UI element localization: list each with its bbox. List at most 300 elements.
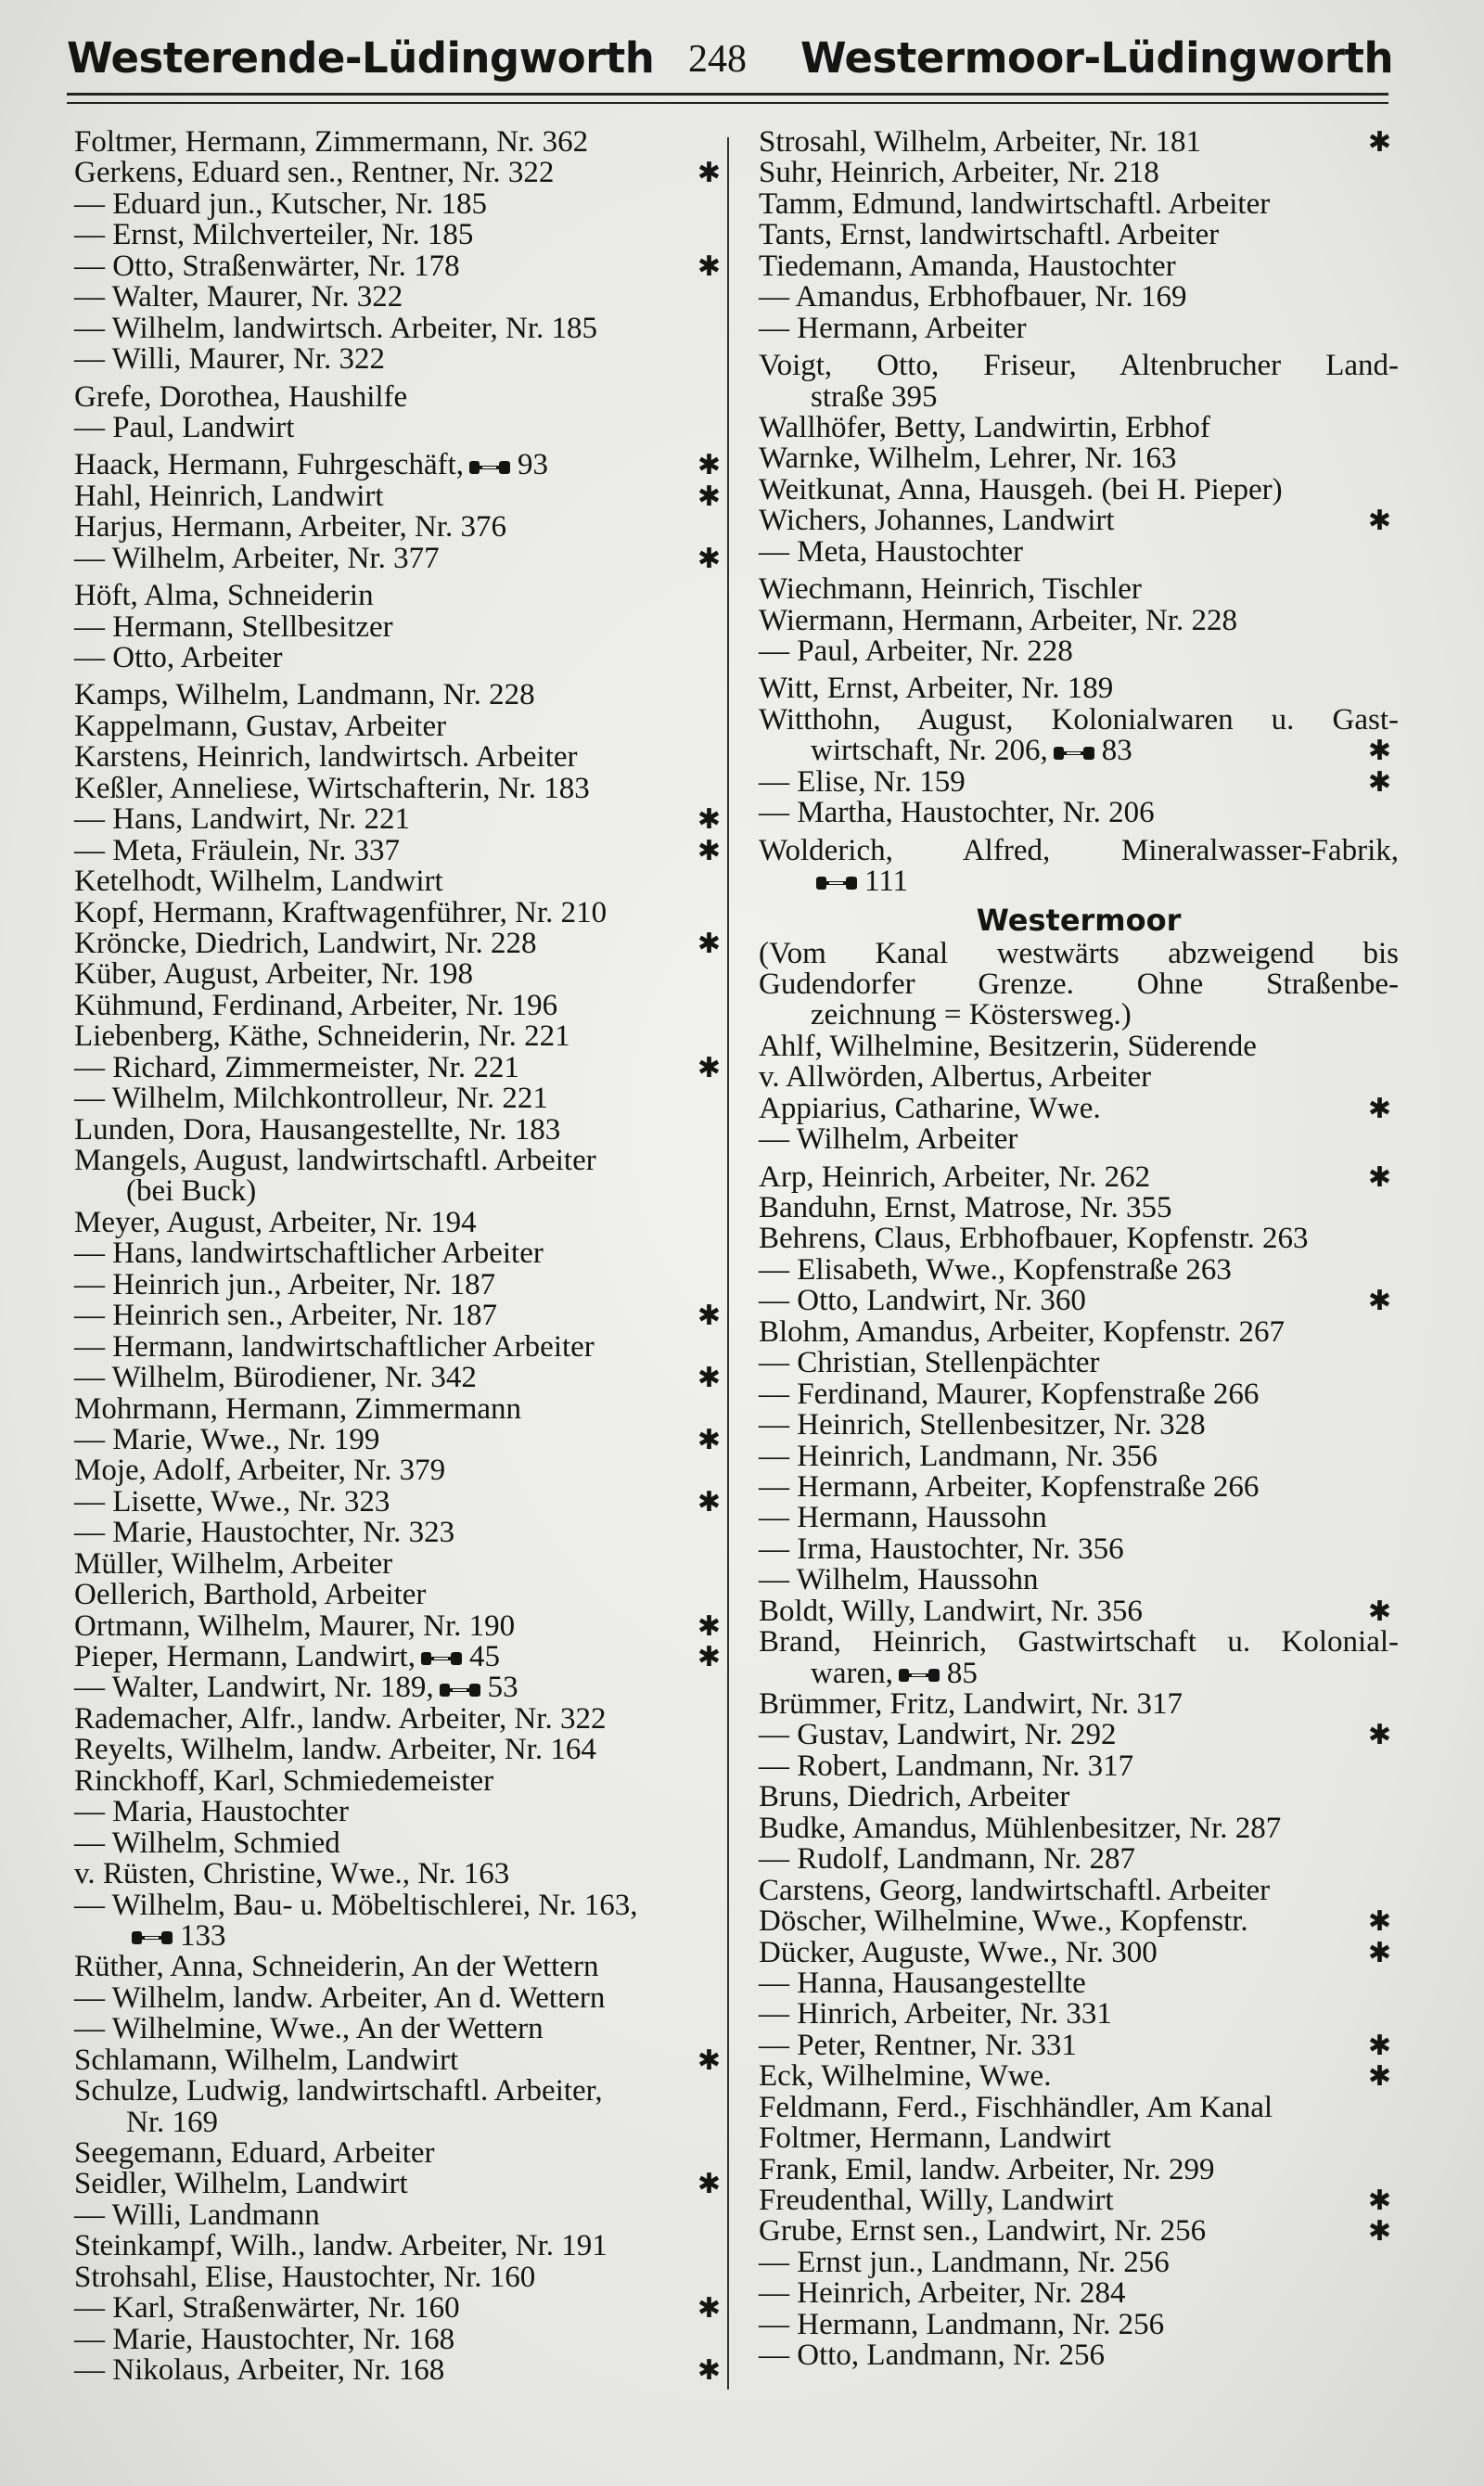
directory-entry xyxy=(759,1091,1399,1125)
directory-entry xyxy=(74,1112,728,1147)
entry-text: — Heinrich, Arbeiter, Nr. 284 xyxy=(759,2276,1126,2311)
entry-text: Freudenthal, Willy, Landwirt xyxy=(759,2184,1114,2217)
entry-text: Döscher, Wilhelmine, Wwe., Kopfenstr. xyxy=(759,1904,1248,1939)
entry-text: — Hermann, Haussohn xyxy=(759,1501,1047,1535)
directory-entry xyxy=(74,2105,728,2139)
directory-entry xyxy=(74,410,728,444)
entry-text: Wiechmann, Heinrich, Tischler xyxy=(759,572,1142,607)
entry-text: — Christian, Stellenpächter xyxy=(759,1346,1100,1380)
entry-text: Grube, Ernst sen., Landwirt, Nr. 256 xyxy=(759,2214,1207,2249)
entry-text: Appiarius, Catharine, Wwe. xyxy=(759,1091,1101,1125)
entry-text: — Walter, Maurer, Nr. 322 xyxy=(74,280,403,314)
entry-text: Moje, Adolf, Arbeiter, Nr. 379 xyxy=(74,1454,446,1488)
telephone-handset-icon xyxy=(467,460,514,475)
directory-entry xyxy=(759,2123,1399,2154)
directory-entry xyxy=(759,282,1399,313)
directory-entry xyxy=(759,1656,1399,1690)
directory-entry xyxy=(74,2262,728,2293)
entry-text: Rüther, Anna, Schneiderin, An der Wettern xyxy=(74,1950,599,1984)
entry-text: Carstens, Georg, landwirtschaftl. Arbeiter xyxy=(759,1873,1271,1907)
directory-entry xyxy=(74,1083,728,1114)
entry-text: Ketelhodt, Wilhelm, Landwirt xyxy=(74,865,443,899)
entry-text: — Wilhelm, Bau- u. Möbeltischlerei, Nr. 163, xyxy=(74,1888,638,1922)
entry-text: — Elise, Nr. 159 xyxy=(759,764,966,799)
directory-entry xyxy=(759,1689,1399,1720)
entry-text: — Hermann, Stellbesitzer xyxy=(74,609,393,644)
entry-text: — Willi, Landmann xyxy=(74,2198,320,2232)
entry-text: Voigt, Otto, Friseur, Altenbrucher Land- xyxy=(759,349,1399,383)
left-column xyxy=(74,127,728,2387)
directory-entry xyxy=(759,673,1399,704)
entry-text: Höft, Alma, Schneiderin xyxy=(74,579,374,613)
entry-text: Nr. 169 xyxy=(126,2105,218,2139)
directory-entry xyxy=(74,895,728,929)
telephone-handset-icon xyxy=(897,1668,943,1683)
directory-entry xyxy=(74,1329,728,1364)
directory-entry xyxy=(74,1205,728,1239)
directory-entry xyxy=(759,1935,1399,1969)
entry-text: — Wilhelm, Haussohn xyxy=(759,1563,1039,1597)
directory-entry xyxy=(74,926,728,960)
directory-entry xyxy=(759,1873,1399,1907)
entry-text: — Paul, Arbeiter, Nr. 228 xyxy=(759,634,1073,668)
directory-entry xyxy=(74,127,728,158)
entry-text: — Meta, Fräulein, Nr. 337 xyxy=(74,833,401,867)
directory-entry xyxy=(759,1379,1399,1410)
directory-entry xyxy=(759,2307,1399,2341)
entry-text: Blohm, Amandus, Arbeiter, Kopfenstr. 267 xyxy=(759,1314,1285,1349)
directory-entry xyxy=(74,1238,728,1269)
phone-number: 45 xyxy=(468,1640,500,1673)
directory-entry xyxy=(74,450,728,481)
directory-entry xyxy=(759,443,1399,474)
directory-entry xyxy=(759,1439,1399,1473)
asterisk-star-icon: ✱ xyxy=(697,803,721,837)
page-header xyxy=(67,28,1393,95)
telephone-handset-icon xyxy=(814,876,861,891)
asterisk-star-icon: ✱ xyxy=(697,2044,721,2077)
entry-text: — Hermann, Landmann, Nr. 256 xyxy=(759,2307,1165,2341)
entry-text: Hahl, Heinrich, Landwirt xyxy=(74,479,384,513)
entry-text: Feldmann, Ferd., Fischhändler, Am Kanal xyxy=(759,2090,1273,2124)
entry-text: Gudendorfer Grenze. Ohne Straßenbe- xyxy=(759,967,1399,1001)
phone-number: 85 xyxy=(946,1656,978,1690)
directory-entry xyxy=(759,798,1399,828)
entry-text: — Rudolf, Landmann, Nr. 287 xyxy=(759,1842,1136,1877)
entry-text: v. Rüsten, Christine, Wwe., Nr. 163 xyxy=(74,1857,510,1891)
asterisk-star-icon: ✱ xyxy=(697,480,721,513)
entry-text: — Meta, Haustochter xyxy=(759,534,1023,569)
entry-text: Budke, Amandus, Mühlenbesitzer, Nr. 287 xyxy=(759,1811,1282,1845)
directory-entry xyxy=(74,1735,728,1765)
directory-entry xyxy=(759,1720,1399,1750)
entry-text: — Marie, Haustochter, Nr. 168 xyxy=(74,2322,455,2356)
directory-entry xyxy=(759,534,1399,569)
directory-entry xyxy=(74,2169,728,2199)
directory-entry xyxy=(759,311,1399,345)
directory-entry xyxy=(74,220,728,250)
directory-entry xyxy=(74,186,728,221)
entry-text: — Heinrich, Landmann, Nr. 356 xyxy=(759,1439,1158,1473)
section-heading: Westermoor xyxy=(976,902,1182,938)
asterisk-star-icon: ✱ xyxy=(697,927,721,960)
directory-entry xyxy=(74,2200,728,2231)
directory-entry xyxy=(759,1813,1399,1844)
directory-entry xyxy=(759,1410,1399,1441)
entry-text: — Amandus, Erbhofbauer, Nr. 169 xyxy=(759,280,1187,314)
phone-number: 111 xyxy=(864,865,909,899)
entry-text: Schulze, Ludwig, landwirtschaftl. Arbeiter, xyxy=(74,2074,603,2108)
directory-entry xyxy=(74,1642,728,1672)
directory-entry xyxy=(759,1286,1399,1316)
directory-entry xyxy=(759,1751,1399,1782)
entry-text: — Lisette, Wwe., Nr. 323 xyxy=(74,1484,390,1519)
entry-text: Seidler, Wilhelm, Landwirt xyxy=(74,2167,408,2201)
entry-text: Rinckhoff, Karl, Schmiedemeister xyxy=(74,1763,494,1798)
asterisk-star-icon: ✱ xyxy=(1367,2215,1391,2249)
entry-text: Rademacher, Alfr., landw. Arbeiter, Nr. 322 xyxy=(74,1701,607,1736)
directory-entry xyxy=(74,1828,728,1859)
entry-text: — Marie, Haustochter, Nr. 323 xyxy=(74,1516,455,1550)
entry-text: Frank, Emil, landw. Arbeiter, Nr. 299 xyxy=(759,2152,1215,2186)
entry-text: Schlamann, Wilhelm, Landwirt xyxy=(74,2043,459,2077)
directory-entry xyxy=(759,506,1399,536)
phone-number: 53 xyxy=(487,1671,518,1705)
entry-text: Ortmann, Wilhelm, Maurer, Nr. 190 xyxy=(74,1608,516,1643)
entry-text: straße 395 xyxy=(811,379,938,414)
asterisk-star-icon: ✱ xyxy=(1367,1092,1391,1125)
directory-entry xyxy=(759,603,1399,637)
directory-entry xyxy=(74,2293,728,2324)
directory-entry xyxy=(74,344,728,375)
directory-entry xyxy=(74,2355,728,2386)
directory-entry xyxy=(74,1763,728,1798)
directory-entry xyxy=(74,158,728,188)
directory-entry xyxy=(759,1469,1399,1504)
directory-entry xyxy=(759,379,1399,414)
asterisk-star-icon: ✱ xyxy=(1367,2029,1391,2062)
entry-text: Steinkampf, Wilh., landw. Arbeiter, Nr. 191 xyxy=(74,2229,608,2263)
entry-text: Tants, Ernst, landwirtschaftl. Arbeiter xyxy=(759,218,1220,252)
entry-text: — Otto, Landwirt, Nr. 360 xyxy=(759,1284,1086,1318)
directory-entry xyxy=(74,379,728,414)
directory-entry xyxy=(759,1906,1399,1937)
asterisk-star-icon: ✱ xyxy=(697,1051,721,1084)
directory-entry xyxy=(74,866,728,897)
asterisk-star-icon: ✱ xyxy=(1367,1936,1391,1969)
directory-entry xyxy=(759,158,1399,188)
entry-text: — Richard, Zimmermeister, Nr. 221 xyxy=(74,1050,519,1084)
entry-text: (Vom Kanal westwärts abzweigend bis xyxy=(759,936,1399,970)
directory-entry xyxy=(74,2231,728,2262)
entry-text: — Ferdinand, Maurer, Kopfenstraße 266 xyxy=(759,1377,1260,1411)
entry-text: Tiedemann, Amanda, Haustochter xyxy=(759,249,1176,283)
entry-text: Brand, Heinrich, Gastwirtschaft u. Kolonial- xyxy=(759,1625,1399,1659)
entry-text: — Hermann, Arbeiter xyxy=(759,311,1027,345)
entry-text: Wallhöfer, Betty, Landwirtin, Erbhof xyxy=(759,410,1210,444)
directory-entry xyxy=(759,2090,1399,2124)
directory-entry xyxy=(759,1503,1399,1533)
entry-text: — Hermann, Arbeiter, Kopfenstraße 266 xyxy=(759,1469,1260,1504)
directory-entry xyxy=(759,1844,1399,1875)
entry-text: Behrens, Claus, Erbhofbauer, Kopfenstr. 263 xyxy=(759,1222,1309,1256)
directory-entry xyxy=(759,1968,1399,1999)
entry-text: — Martha, Haustochter, Nr. 206 xyxy=(759,796,1155,830)
entry-text: Mohrmann, Hermann, Zimmermann xyxy=(74,1391,522,1426)
entry-text: — Wilhelmine, Wwe., An der Wettern xyxy=(74,2012,544,2046)
entry-text: — Eduard jun., Kutscher, Nr. 185 xyxy=(74,186,488,221)
entry-text: Wolderich, Alfred, Mineralwasser-Fabrik, xyxy=(759,833,1399,867)
entry-text: Witthohn, August, Kolonialwaren u. Gast- xyxy=(759,702,1399,737)
asterisk-star-icon: ✱ xyxy=(697,157,721,190)
directory-entry xyxy=(74,1363,728,1393)
directory-entry xyxy=(759,2152,1399,2186)
directory-entry xyxy=(759,2028,1399,2062)
entry-text: — Wilhelm, Arbeiter xyxy=(759,1122,1018,1157)
asterisk-star-icon: ✱ xyxy=(697,250,721,283)
asterisk-star-icon: ✱ xyxy=(697,1362,721,1395)
asterisk-star-icon: ✱ xyxy=(697,1300,721,1333)
entry-text: Dücker, Auguste, Wwe., Nr. 300 xyxy=(759,1935,1158,1969)
directory-entry xyxy=(74,1050,728,1084)
directory-entry xyxy=(759,969,1399,1000)
telephone-handset-icon xyxy=(1052,746,1098,761)
directory-entry xyxy=(74,1176,728,1207)
asterisk-star-icon: ✱ xyxy=(1367,765,1391,799)
directory-entry xyxy=(74,2045,728,2076)
asterisk-star-icon: ✱ xyxy=(1367,1160,1391,1194)
entry-text: Karstens, Heinrich, landwirtsch. Arbeiter xyxy=(74,740,578,775)
directory-entry xyxy=(74,1980,728,2015)
entry-text: Pieper, Hermann, Landwirt, xyxy=(74,1640,416,1673)
asterisk-star-icon: ✱ xyxy=(1367,1595,1391,1628)
entry-text: Mangels, August, landwirtschaftl. Arbeiter xyxy=(74,1144,596,1177)
entry-text: — Otto, Straßenwärter, Nr. 178 xyxy=(74,249,460,283)
directory-entry xyxy=(759,1314,1399,1349)
directory-entry xyxy=(74,2076,728,2107)
asterisk-star-icon: ✱ xyxy=(697,1609,721,1643)
telephone-handset-icon xyxy=(419,1651,466,1666)
entry-text: Kamps, Wilhelm, Landmann, Nr. 228 xyxy=(74,678,535,712)
directory-entry xyxy=(74,251,728,282)
directory-entry xyxy=(759,1000,1399,1031)
directory-entry xyxy=(74,771,728,805)
entry-text: Grefe, Dorothea, Haushilfe xyxy=(74,379,408,414)
directory-entry xyxy=(74,512,728,543)
entry-text: — Otto, Landmann, Nr. 256 xyxy=(759,2339,1106,2373)
entry-text: — Heinrich jun., Arbeiter, Nr. 187 xyxy=(74,1267,496,1301)
entry-text: — Wilhelm, Milchkontrolleur, Nr. 221 xyxy=(74,1082,548,1116)
asterisk-star-icon: ✱ xyxy=(697,2354,721,2388)
directory-entry xyxy=(74,1580,728,1610)
entry-text: Kühmund, Ferdinand, Arbeiter, Nr. 196 xyxy=(74,988,558,1022)
header-rule-top xyxy=(67,93,1388,96)
entry-text: Banduhn, Ernst, Matrose, Nr. 355 xyxy=(759,1191,1172,1224)
directory-entry xyxy=(74,1952,728,1982)
entry-text: Strohsahl, Elise, Haustochter, Nr. 160 xyxy=(74,2260,536,2294)
directory-entry xyxy=(759,1124,1399,1155)
directory-entry xyxy=(759,1596,1399,1627)
entry-text: Eck, Wilhelmine, Wwe. xyxy=(759,2059,1052,2094)
asterisk-star-icon: ✱ xyxy=(1367,505,1391,538)
directory-entry xyxy=(759,472,1399,506)
entry-text: — Peter, Rentner, Nr. 331 xyxy=(759,2028,1077,2062)
asterisk-star-icon: ✱ xyxy=(697,2292,721,2326)
phone-number: 133 xyxy=(180,1918,226,1953)
asterisk-star-icon: ✱ xyxy=(1367,1285,1391,1318)
directory-entry xyxy=(74,1455,728,1486)
entry-text: — Marie, Wwe., Nr. 199 xyxy=(74,1422,380,1456)
asterisk-star-icon: ✱ xyxy=(1367,735,1391,768)
directory-entry xyxy=(759,1252,1399,1287)
directory-entry xyxy=(759,1565,1399,1595)
entry-text: Oellerich, Barthold, Arbeiter xyxy=(74,1578,427,1612)
directory-entry xyxy=(74,1797,728,1827)
directory-entry xyxy=(74,581,728,611)
header-rule-bottom xyxy=(67,102,1388,104)
directory-entry xyxy=(759,127,1399,158)
directory-entry xyxy=(74,311,728,345)
directory-entry xyxy=(759,2340,1399,2371)
directory-entry xyxy=(759,1062,1399,1093)
entry-text: wirtschaft, Nr. 206, xyxy=(811,734,1048,768)
entry-text: — Heinrich, Stellenbesitzer, Nr. 328 xyxy=(759,1408,1206,1442)
entry-text: — Hans, Landwirt, Nr. 221 xyxy=(74,802,411,837)
asterisk-star-icon: ✱ xyxy=(1367,126,1391,159)
directory-entry xyxy=(74,1608,728,1643)
directory-entry xyxy=(759,251,1399,282)
directory-entry xyxy=(74,1484,728,1519)
directory-entry xyxy=(74,2322,728,2356)
directory-entry xyxy=(74,1518,728,1548)
directory-entry xyxy=(759,1999,1399,2030)
entry-text: — Walter, Landwirt, Nr. 189, xyxy=(74,1671,434,1705)
directory-entry xyxy=(74,804,728,835)
entry-text: — Ernst jun., Landmann, Nr. 256 xyxy=(759,2245,1170,2279)
entry-text: — Ernst, Milchverteiler, Nr. 185 xyxy=(74,218,474,252)
directory-entry xyxy=(74,609,728,644)
phone-number: 83 xyxy=(1101,734,1132,768)
entry-text: — Robert, Landmann, Nr. 317 xyxy=(759,1749,1134,1783)
entry-text: Reyelts, Wilhelm, landw. Arbeiter, Nr. 164 xyxy=(74,1733,596,1767)
directory-entry xyxy=(759,186,1399,221)
directory-entry xyxy=(74,1918,728,1953)
entry-text: Brümmer, Fritz, Landwirt, Nr. 317 xyxy=(759,1687,1183,1721)
entry-text: — Wilhelm, landw. Arbeiter, An d. Wettern xyxy=(74,1980,606,2015)
directory-entry xyxy=(74,1146,728,1176)
directory-entry xyxy=(759,1348,1399,1378)
telephone-handset-icon xyxy=(438,1683,484,1698)
directory-entry xyxy=(74,541,728,575)
entry-text: Weitkunat, Anna, Hausgeh. (bei H. Pieper) xyxy=(759,472,1283,506)
entry-text: — Hans, landwirtschaftlicher Arbeiter xyxy=(74,1237,544,1271)
entry-text: (bei Buck) xyxy=(126,1174,257,1209)
header-left-title: Westerende-Lüdingworth xyxy=(67,33,655,83)
asterisk-star-icon: ✱ xyxy=(1367,2060,1391,2094)
entry-text: Wichers, Johannes, Landwirt xyxy=(759,504,1115,538)
directory-entry xyxy=(74,1422,728,1456)
asterisk-star-icon: ✱ xyxy=(1367,2185,1391,2217)
directory-entry xyxy=(759,1224,1399,1254)
telephone-handset-icon xyxy=(130,1930,176,1945)
entry-text: Gerkens, Eduard sen., Rentner, Nr. 322 xyxy=(74,156,555,190)
entry-text: — Wilhelm, Bürodiener, Nr. 342 xyxy=(74,1361,477,1395)
asterisk-star-icon: ✱ xyxy=(1367,1905,1391,1939)
directory-entry xyxy=(759,1193,1399,1224)
directory-entry xyxy=(74,1701,728,1736)
entry-text: — Paul, Landwirt xyxy=(74,410,295,444)
entry-text: Suhr, Heinrich, Arbeiter, Nr. 218 xyxy=(759,156,1159,190)
entry-text: waren, xyxy=(811,1656,893,1690)
directory-entry xyxy=(759,636,1399,667)
directory-entry xyxy=(74,988,728,1022)
entry-text: Liebenberg, Käthe, Schneiderin, Nr. 221 xyxy=(74,1019,570,1054)
entry-text: Boldt, Willy, Landwirt, Nr. 356 xyxy=(759,1594,1143,1628)
directory-entry xyxy=(759,833,1399,867)
entry-text: — Willi, Maurer, Nr. 322 xyxy=(74,342,385,377)
asterisk-star-icon: ✱ xyxy=(697,1485,721,1519)
directory-entry xyxy=(74,833,728,867)
directory-entry xyxy=(74,1391,728,1426)
entry-text: — Hinrich, Arbeiter, Nr. 331 xyxy=(759,1997,1112,2031)
directory-entry xyxy=(759,1162,1399,1193)
asterisk-star-icon: ✱ xyxy=(697,2168,721,2201)
entry-text: Lunden, Dora, Hausangestellte, Nr. 183 xyxy=(74,1112,561,1147)
header-right-title: Westermoor-Lüdingworth xyxy=(800,33,1393,83)
entry-text: — Nikolaus, Arbeiter, Nr. 168 xyxy=(74,2353,445,2388)
entry-text: — Karl, Straßenwärter, Nr. 160 xyxy=(74,2291,460,2326)
entry-text: Witt, Ernst, Arbeiter, Nr. 189 xyxy=(759,672,1114,706)
entry-text: Wiermann, Hermann, Arbeiter, Nr. 228 xyxy=(759,603,1238,637)
directory-entry xyxy=(759,736,1399,766)
asterisk-star-icon: ✱ xyxy=(1367,1719,1391,1752)
asterisk-star-icon: ✱ xyxy=(697,449,721,482)
entry-text: Haack, Hermann, Fuhrgeschäft, xyxy=(74,448,464,482)
directory-entry xyxy=(74,2138,728,2169)
entry-text: Seegemann, Eduard, Arbeiter xyxy=(74,2136,435,2170)
directory-entry xyxy=(759,2185,1399,2216)
directory-entry xyxy=(74,1301,728,1331)
directory-entry xyxy=(74,711,728,742)
entry-text: — Wilhelm, landwirtsch. Arbeiter, Nr. 185 xyxy=(74,311,598,345)
entry-text: Kopf, Hermann, Kraftwagenführer, Nr. 210 xyxy=(74,895,608,929)
entry-text: Foltmer, Hermann, Landwirt xyxy=(759,2121,1111,2156)
directory-entry xyxy=(759,1782,1399,1813)
directory-entry xyxy=(74,1546,728,1581)
entry-text: Küber, August, Arbeiter, Nr. 198 xyxy=(74,957,473,992)
asterisk-star-icon: ✱ xyxy=(697,1641,721,1673)
entry-text: v. Allwörden, Albertus, Arbeiter xyxy=(759,1060,1152,1095)
directory-entry xyxy=(74,643,728,673)
asterisk-star-icon: ✱ xyxy=(697,834,721,867)
entry-text: Keßler, Anneliese, Wirtschafterin, Nr. 183 xyxy=(74,771,590,805)
entry-text: Bruns, Diedrich, Arbeiter xyxy=(759,1780,1070,1814)
entry-text: — Maria, Haustochter xyxy=(74,1795,349,1829)
entry-text: Kappelmann, Gustav, Arbeiter xyxy=(74,709,447,743)
directory-entry xyxy=(759,1531,1399,1566)
entry-text: — Hermann, landwirtschaftlicher Arbeiter xyxy=(74,1329,595,1364)
directory-entry xyxy=(759,2278,1399,2309)
entry-text: — Heinrich sen., Arbeiter, Nr. 187 xyxy=(74,1299,497,1333)
entry-text: Harjus, Hermann, Arbeiter, Nr. 376 xyxy=(74,510,507,545)
asterisk-star-icon: ✱ xyxy=(697,1423,721,1456)
entry-text: — Gustav, Landwirt, Nr. 292 xyxy=(759,1718,1117,1752)
directory-entry xyxy=(759,2061,1399,2092)
entry-text: Müller, Wilhelm, Arbeiter xyxy=(74,1546,393,1581)
directory-entry xyxy=(759,702,1399,737)
asterisk-star-icon: ✱ xyxy=(697,542,721,575)
directory-entry xyxy=(74,1267,728,1301)
